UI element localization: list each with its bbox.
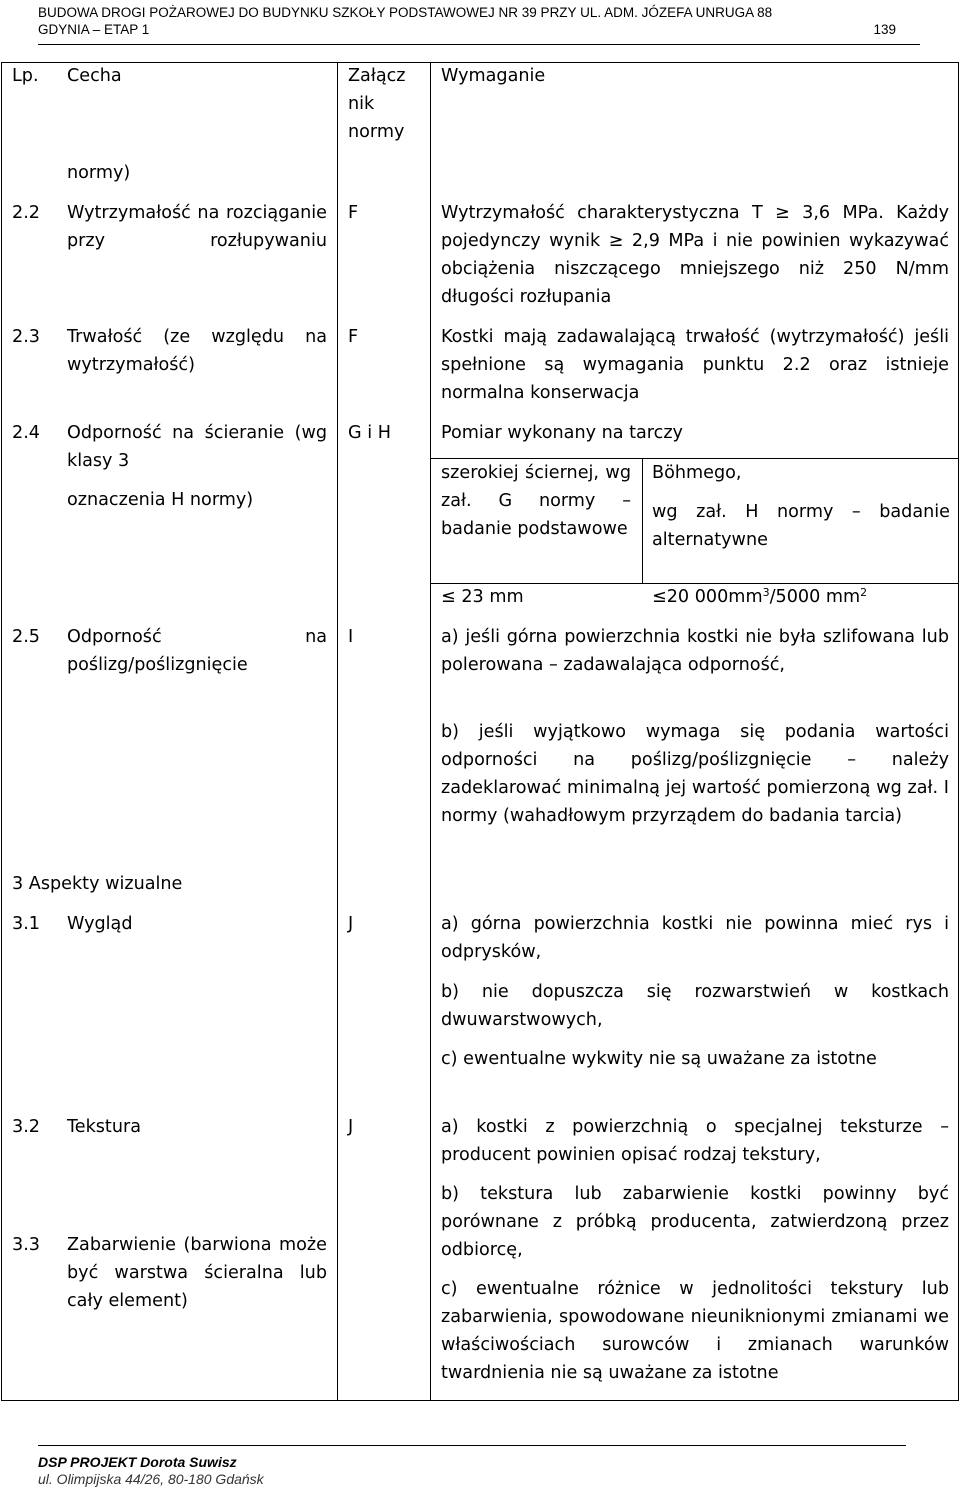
row-3-1-cecha: Wygląd [67, 914, 133, 934]
col-header-wymaganie: Wymaganie [441, 66, 546, 86]
row-3-2-lp: 3.2 [12, 1117, 40, 1137]
col-header-cecha: Cecha [67, 66, 122, 86]
row-3-1-lp: 3.1 [12, 914, 40, 934]
row-2-4-cecha-a: Odporność na ścieranie (wg klasy 3 [67, 423, 327, 471]
table-divider-wym [430, 62, 431, 1400]
row-2-3-lp: 2.3 [12, 327, 40, 347]
row-2-3-zal: F [348, 327, 359, 347]
row-3-3-cecha: Zabarwienie (barwiona może być warstwa ścieralna lub cały element) [67, 1235, 327, 1311]
row-2-3-wymaganie: Kostki mają zadawalającą trwałość (wytrzymałość) jeśli spełnione są wymagania punktu 2.2 oraz istnieje normalna konserwacja [441, 327, 949, 403]
header-rule [38, 44, 920, 45]
page-number: 139 [873, 22, 896, 37]
row-2-4-cecha-b: oznaczenia H normy) [67, 490, 254, 510]
row-3-2-wym-a: a) kostki z powierzchnią o specjalnej teksturze – producent powinien opisać rodzaj tekstury, [441, 1117, 949, 1165]
header-title: BUDOWA DROGI POŻAROWEJ DO BUDYNKU SZKOŁY PODSTAWOWEJ NR 39 PRZY UL. ADM. JÓZEFA UNRUGA 88 [38, 5, 773, 20]
cecha-continuation: normy) [67, 163, 131, 183]
row-2-5-cecha: Odporność na poślizg/poślizgnięcie [67, 627, 327, 675]
row-3-2-wym-c: c) ewentualne różnice w jednolitości tekstury lub zabarwienia, spowodowane nieuniknionymi zmianami we właściwościach surowców i zmianach warunków twardnienia nie są uważane za istotne [441, 1279, 949, 1383]
row-2-4-value-primary: ≤ 23 mm [441, 587, 524, 607]
row-2-3-cecha: Trwałość (ze względu na wytrzymałość) [67, 327, 327, 375]
footer-company: DSP PROJEKT Dorota Suwisz [38, 1454, 237, 1470]
row-3-2-wym-b: b) tekstura lub zabarwienie kostki powinny być porównane z próbką producenta, zatwierdzoną przez odbiorcę, [441, 1184, 949, 1260]
row-3-1-wym-b: b) nie dopuszcza się rozwarstwień w kostkach dwuwarstwowych, [441, 982, 949, 1030]
row-3-1-zal: J [348, 914, 354, 934]
document-header [38, 4, 918, 38]
row-3-2-cecha: Tekstura [67, 1117, 141, 1137]
row-3-3-lp: 3.3 [12, 1235, 40, 1255]
header-subtitle-row [38, 21, 918, 38]
row-2-2-zal: F [348, 203, 359, 223]
row-2-4-wym-title: Pomiar wykonany na tarczy [441, 423, 683, 443]
footer-rule [38, 1445, 906, 1446]
row-2-2-wymaganie: Wytrzymałość charakterystyczna T ≥ 3,6 MPa. Każdy pojedynczy wynik ≥ 2,9 MPa i nie powinien wykazywać obciążenia niszczącego mniejszego niż 250 N/mm długości rozłupania [441, 203, 949, 307]
section-3-title: 3 Aspekty wizualne [12, 874, 183, 894]
row-2-4-value-alt: ≤20 $000mm^3/5000$ $mm^2$ [652, 586, 868, 607]
inner-divider [642, 458, 643, 583]
row-2-2-lp: 2.2 [12, 203, 40, 223]
row-2-4-lp: 2.4 [12, 423, 40, 443]
row-3-1-wym-a: a) górna powierzchnia kostki nie powinna mieć rys i odprysków, [441, 914, 949, 962]
row-2-4-method-alt-a: Böhmego, [652, 463, 742, 483]
row-3-1-wym-c: c) ewentualne wykwity nie są uważane za istotne [441, 1049, 877, 1069]
row-2-5-zal: I [348, 627, 354, 647]
table-border-left [1, 62, 2, 1400]
table-border-right [958, 62, 959, 1400]
row-3-2-zal: J [348, 1117, 354, 1137]
table-border-bottom [1, 1400, 959, 1401]
row-2-4-zal: G i H [348, 423, 391, 443]
row-2-2-cecha: Wytrzymałość na rozciąganie przy rozłupywaniu [67, 203, 327, 251]
row-2-5-lp: 2.5 [12, 627, 40, 647]
col-header-zalacznik: Załącz nik normy [348, 66, 406, 142]
table-divider-zal [337, 62, 338, 1400]
row-2-4-method-alt-b: wg zał. H normy – badanie alternatywne [652, 502, 950, 550]
row-2-5-wym-a: a) jeśli górna powierzchnia kostki nie była szlifowana lub polerowana – zadawalająca odporność, [441, 627, 949, 675]
header-subtitle: GDYNIA – ETAP 1 [38, 22, 150, 37]
col-header-lp: Lp. [12, 66, 39, 86]
footer-address: ul. Olimpijska 44/26, 80-180 Gdańsk [38, 1471, 264, 1487]
row-2-5-wym-b: b) jeśli wyjątkowo wymaga się podania wartości odporności na poślizg/poślizgnięcie – należy zadeklarować minimalną jej wartość pomierzoną wg zał. I normy (wahadłowym przyrządem do badania tarcia) [441, 722, 949, 826]
row-2-4-method-primary: szerokiej ściernej, wg zał. G normy – badanie podstawowe [441, 463, 631, 539]
